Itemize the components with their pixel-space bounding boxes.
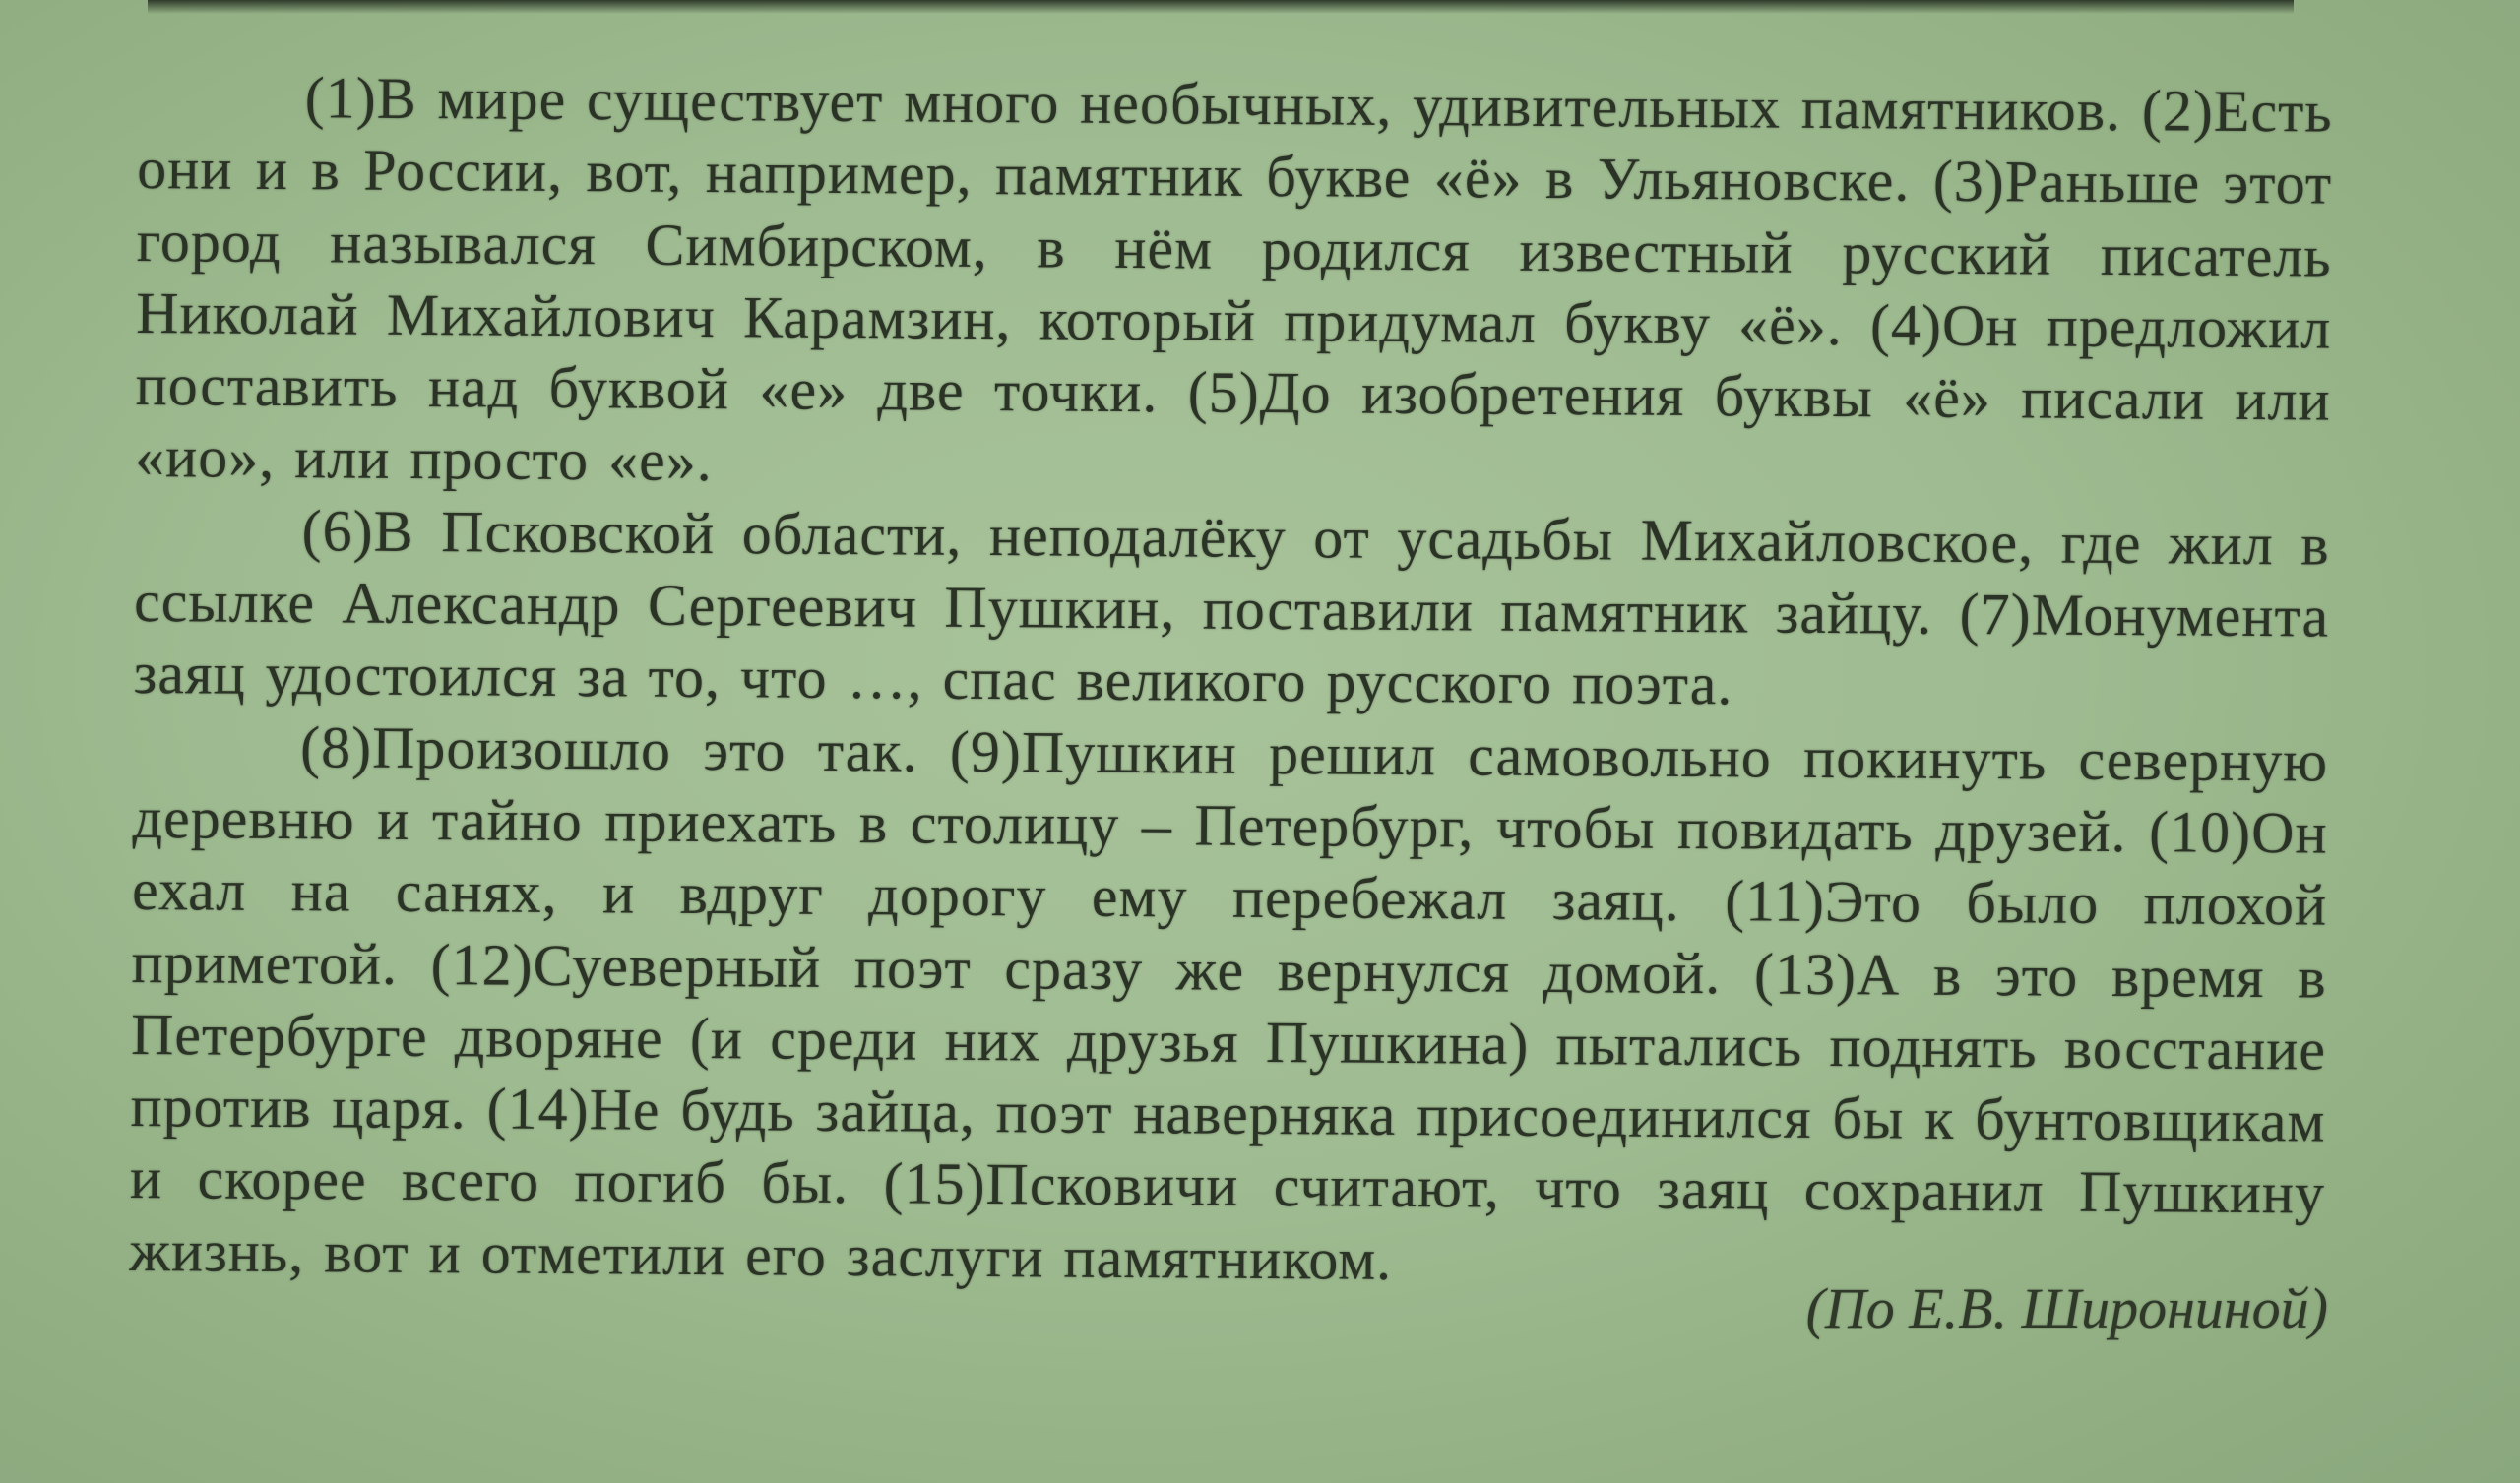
paragraph-1: (1)В мире существует много необычных, удивительных памятников. (2)Есть они и в России, вот, например, памятник букве «ё» в Ульяновске. (3)Раньше этот город назывался Симбирском, в нём родился известный русский писатель Николай Михайлович Карамзин, который придумал букву «ё». (4)Он предложил поставить над буквой «е» две точки. (5)До изобретения буквы «ё» писали или «ио», или просто «е». — [134, 65, 2333, 494]
paragraph-2: (6)В Псковской области, неподалёку от усадьбы Михайловское, где жил в ссылке Александр Сергеевич Пушкин, поставили памятник зайцу. (7)Монумента заяц удостоился за то, что …, спас великого русского поэта. — [133, 497, 2330, 717]
source-attribution: (По Е.В. Широниной) — [1805, 1276, 2328, 1340]
text-body — [129, 61, 2333, 1303]
page-edge-shadow — [148, 0, 2294, 14]
paragraph-3: (8)Произошло это так. (9)Пушкин решил самовольно покинуть северную деревню и тайно приехать в столицу – Петербург, чтобы повидать друзей. (10)Он ехал на санях, и вдруг дорогу ему перебежал заяц. (11)Это было плохой приметой. (12)Суеверный поэт сразу же вернулся домой. (13)А в это время в Петербурге дворяне (и среди них друзья Пушкина) пытались поднять восстание против царя. (14)Не будь зайца, поэт наверняка присоединился бы к бунтовщикам и скорее всего погиб бы. (15)Псковичи считают, что заяц сохранил Пушкину жизнь, вот и отметили его заслуги памятником. — [129, 713, 2329, 1292]
